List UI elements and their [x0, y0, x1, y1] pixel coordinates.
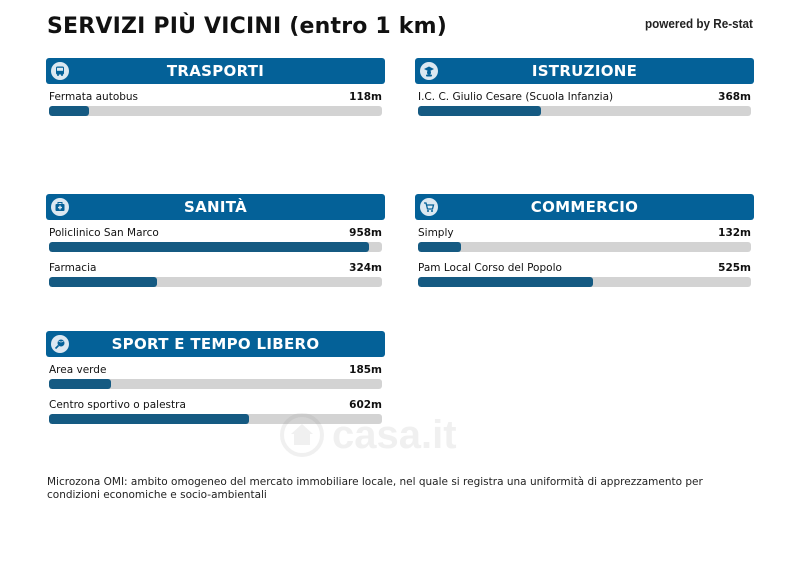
section-header	[415, 58, 754, 84]
powered-by: powered by Re-stat	[645, 16, 753, 31]
section-title: SPORT E TEMPO LIBERO	[111, 335, 320, 353]
service-name: Farmacia	[49, 262, 97, 274]
distance-bar-fill	[49, 277, 157, 287]
distance-bar	[49, 379, 382, 389]
student-icon	[420, 62, 438, 80]
service-distance: 132m	[718, 227, 751, 239]
section-header	[46, 331, 385, 357]
service-distance: 118m	[349, 91, 382, 103]
distance-bar	[49, 242, 382, 252]
section-header	[415, 194, 754, 220]
service-name: Simply	[418, 227, 454, 239]
distance-bar	[49, 106, 382, 116]
service-name: Pam Local Corso del Popolo	[418, 262, 562, 274]
distance-bar	[49, 277, 382, 287]
distance-bar-fill	[49, 379, 111, 389]
medical-icon	[51, 198, 69, 216]
service-distance: 185m	[349, 364, 382, 376]
service-item	[418, 90, 751, 125]
section-trasporti	[46, 58, 385, 125]
service-item	[49, 261, 382, 296]
distance-bar-fill	[418, 106, 541, 116]
section-istruzione	[415, 58, 754, 125]
section-title: TRASPORTI	[166, 62, 265, 80]
service-item	[49, 226, 382, 261]
section-header	[46, 58, 385, 84]
distance-bar-fill	[418, 277, 593, 287]
distance-bar	[418, 106, 751, 116]
house-logo-icon	[280, 413, 324, 457]
service-item	[418, 226, 751, 261]
service-distance: 368m	[718, 91, 751, 103]
service-name: Policlinico San Marco	[49, 227, 159, 239]
bus-icon	[51, 62, 69, 80]
service-distance: 525m	[718, 262, 751, 274]
section-title: SANITÀ	[183, 198, 248, 216]
watermark-text: casa.it	[332, 412, 457, 457]
section-header	[46, 194, 385, 220]
service-name: I.C. C. Giulio Cesare (Scuola Infanzia)	[418, 91, 614, 103]
distance-bar-fill	[418, 242, 461, 252]
section-title: COMMERCIO	[530, 198, 639, 216]
tennis-icon	[51, 335, 69, 353]
service-distance: 602m	[349, 399, 382, 411]
page-title: SERVIZI PIÙ VICINI (entro 1 km)	[47, 14, 448, 39]
service-item	[418, 261, 751, 296]
service-item	[49, 90, 382, 125]
footnote: Microzona OMI: ambito omogeneo del mercato immobiliare locale, nel quale si registra una uniformità di apprezzamento per condizioni economiche e socio-ambientali	[47, 476, 703, 501]
section-commercio	[415, 194, 754, 296]
service-item	[49, 363, 382, 398]
distance-bar	[418, 277, 751, 287]
casa-watermark	[280, 405, 530, 465]
distance-bar-fill	[49, 106, 89, 116]
distance-bar-fill	[49, 414, 249, 424]
service-distance: 958m	[349, 227, 382, 239]
service-distance: 324m	[349, 262, 382, 274]
distance-bar-fill	[49, 242, 369, 252]
service-name: Fermata autobus	[49, 91, 139, 103]
service-name: Area verde	[49, 364, 107, 376]
section-sanita	[46, 194, 385, 296]
service-name: Centro sportivo o palestra	[49, 399, 186, 411]
section-title: ISTRUZIONE	[531, 62, 638, 80]
distance-bar	[418, 242, 751, 252]
cart-icon	[420, 198, 438, 216]
